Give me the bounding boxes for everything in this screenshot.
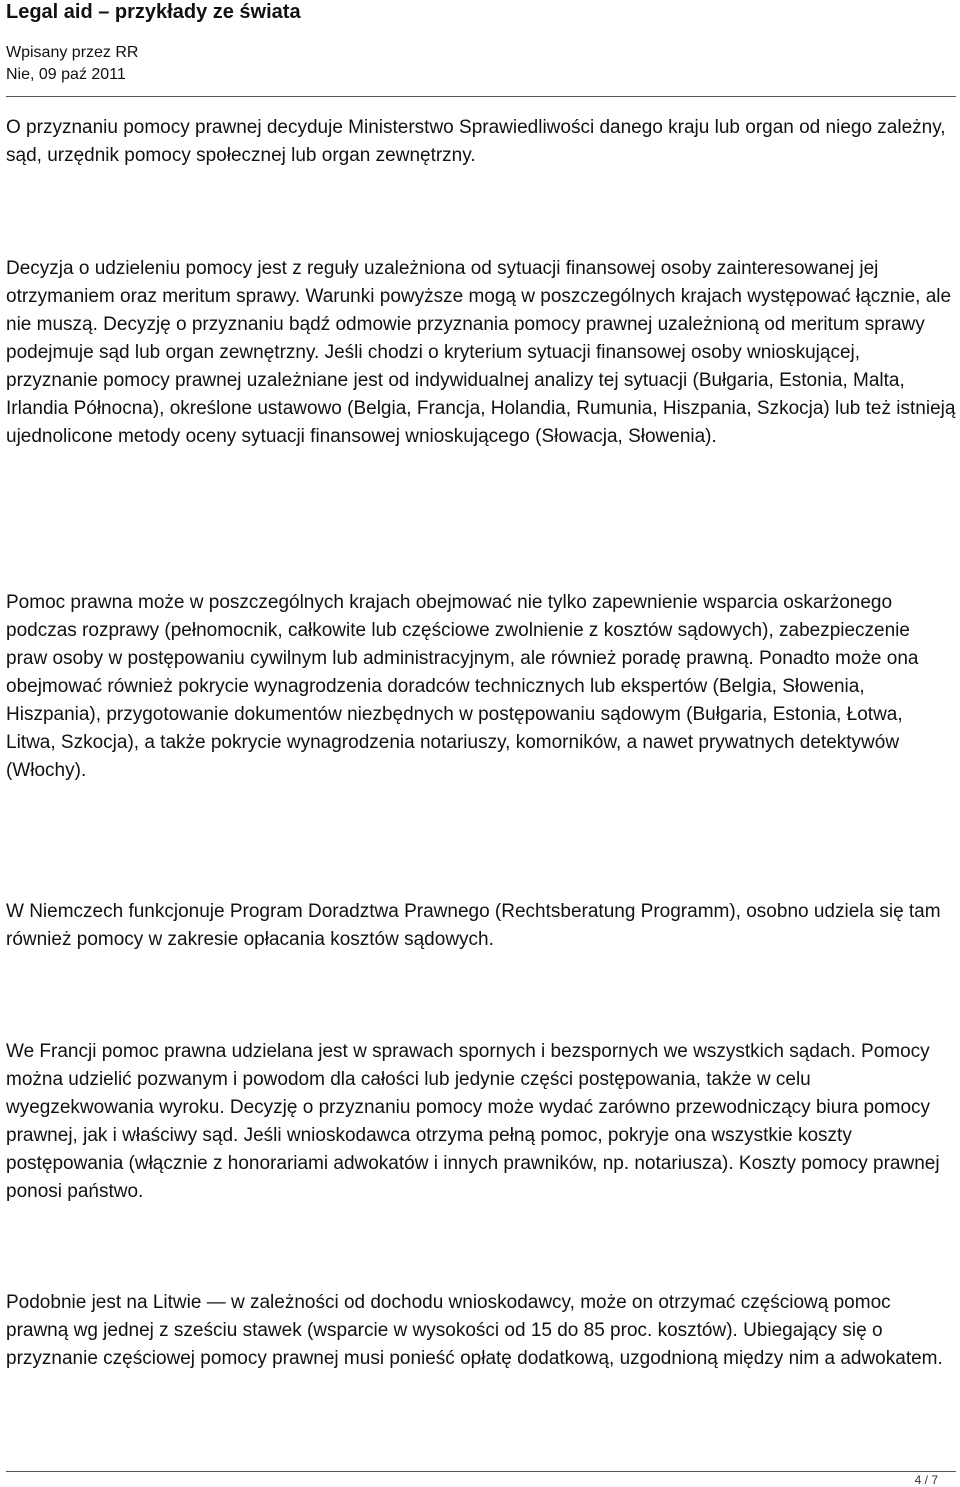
author-line: Wpisany przez RR [6, 44, 139, 61]
paragraph-5: We Francji pomoc prawna udzielana jest w sprawach spornych i bezspornych we wszystkich sądach. Pomocy można udzielić pozwanym i powodom dla całości lub jedynie części postępowania, także w celu wyegzekwowania wyroku. Decyzję o przyznaniu pomocy może wydać zarówno przewodniczący biura pomocy prawnej, jak i właściwy sąd. Jeśli wnioskodawca otrzyma pełną pomoc, pokryje ona wszystkie koszty postępowania (włącznie z honorariami adwokatów i innych prawników, np. notariusza). Koszty pomocy prawnej ponosi państwo. [6, 1041, 940, 1202]
document-header [6, 0, 956, 86]
paragraph-1: O przyznaniu pomocy prawnej decyduje Ministerstwo Sprawiedliwości danego kraju lub organ od niego zależny, sąd, urzędnik pomocy społecznej lub organ zewnętrzny. [6, 117, 946, 166]
paragraph-3: Pomoc prawna może w poszczególnych krajach obejmować nie tylko zapewnienie wsparcia oskarżonego podczas rozprawy (pełnomocnik, całkowite lub częściowe zwolnienie z kosztów sądowych), zabezpieczenie praw osoby w postępowaniu cywilnym lub administracyjnym, ale również poradę prawną. Ponadto może ona obejmować również pokrycie wynagrodzenia doradców technicznych lub ekspertów (Belgia, Słowenia, Hiszpania), przygotowanie dokumentów niezbędnych w postępowaniu sądowym (Bułgaria, Estonia, Łotwa, Litwa, Szkocja), a także pokrycie wynagrodzenia notariuszy, komorników, a nawet prywatnych detektywów (Włochy). [6, 592, 919, 781]
date-line: Nie, 09 paź 2011 [6, 66, 126, 83]
header-divider [6, 96, 956, 97]
paragraph-2: Decyzja o udzieleniu pomocy jest z reguły uzależniona od sytuacji finansowej osoby zainteresowanej jej otrzymaniem oraz meritum sprawy. Warunki powyższe mogą w poszczególnych krajach występować łącznie, ale nie muszą. Decyzję o przyznaniu bądź odmowie przyznania pomocy prawnej uzależnioną od meritum sprawy podejmuje sąd lub organ zewnętrzny. Jeśli chodzi o kryterium sytuacji finansowej osoby wnioskującej, przyznanie pomocy prawnej uzależniane jest od indywidualnej analizy tej sytuacji (Bułgaria, Estonia, Malta, Irlandia Północna), określone ustawowo (Belgia, Francja, Holandia, Rumunia, Hiszpania, Szkocja) lub też istnieją ujednolicone metody oceny sytuacji finansowej wnioskującego (Słowacja, Słowenia). [6, 258, 956, 447]
paragraph-4: W Niemczech funkcjonuje Program Doradztwa Prawnego (Rechtsberatung Programm), osobno udziela się tam również pomocy w zakresie opłacania kosztów sądowych. [6, 901, 941, 950]
paragraph-6: Podobnie jest na Litwie — w zależności od dochodu wnioskodawcy, może on otrzymać częściową pomoc prawną wg jednej z sześciu stawek (wsparcie w wysokości od 15 do 85 proc. kosztów). Ubiegający się o przyznanie częściowej pomocy prawnej musi ponieść opłatę dodatkową, uzgodnioną między nim a adwokatem. [6, 1292, 943, 1369]
article-title: Legal aid – przykłady ze świata [6, 1, 301, 23]
footer-divider [6, 1471, 956, 1472]
page-number: 4 / 7 [914, 1473, 938, 1487]
